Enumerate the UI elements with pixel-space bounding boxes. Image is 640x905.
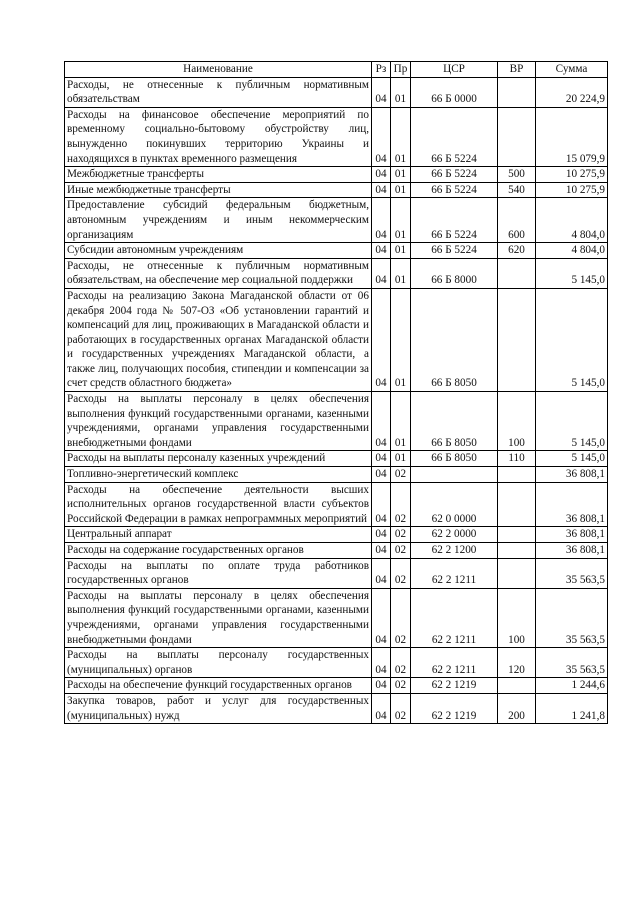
cell-sum: 5 145,0 (536, 451, 608, 467)
table-row (65, 648, 608, 678)
cell-sum: 15 079,9 (536, 107, 608, 166)
cell-csr: 66 Б 8000 (411, 258, 498, 288)
cell-pr: 02 (391, 467, 411, 483)
cell-csr: 66 Б 5224 (411, 198, 498, 243)
header-pr: Пр (391, 62, 411, 78)
cell-pr: 02 (391, 527, 411, 543)
table-row (65, 243, 608, 259)
cell-name: Закупка товаров, работ и услуг для государственных (муниципальных) нужд (65, 693, 372, 723)
table-row (65, 558, 608, 588)
cell-sum: 36 808,1 (536, 527, 608, 543)
cell-csr: 66 Б 8050 (411, 288, 498, 391)
cell-pr: 01 (391, 288, 411, 391)
cell-rz: 04 (372, 182, 391, 198)
cell-vr: 500 (498, 167, 536, 183)
table-row (65, 693, 608, 723)
cell-csr: 66 Б 0000 (411, 77, 498, 107)
cell-vr: 110 (498, 451, 536, 467)
cell-name: Расходы на выплаты персоналу государственных (муниципальных) органов (65, 648, 372, 678)
cell-sum: 10 275,9 (536, 167, 608, 183)
cell-vr (498, 558, 536, 588)
cell-vr: 600 (498, 198, 536, 243)
cell-vr: 120 (498, 648, 536, 678)
cell-csr: 66 Б 5224 (411, 182, 498, 198)
cell-rz: 04 (372, 198, 391, 243)
header-csr: ЦСР (411, 62, 498, 78)
cell-csr: 66 Б 8050 (411, 451, 498, 467)
cell-pr: 01 (391, 182, 411, 198)
cell-pr: 01 (391, 451, 411, 467)
cell-rz: 04 (372, 167, 391, 183)
cell-csr: 62 2 1211 (411, 558, 498, 588)
cell-sum: 35 563,5 (536, 558, 608, 588)
table-row (65, 167, 608, 183)
cell-pr: 02 (391, 482, 411, 527)
cell-pr: 01 (391, 77, 411, 107)
cell-sum: 36 808,1 (536, 467, 608, 483)
cell-vr: 100 (498, 588, 536, 647)
table-row (65, 258, 608, 288)
cell-pr: 01 (391, 392, 411, 451)
cell-pr: 02 (391, 558, 411, 588)
cell-vr (498, 288, 536, 391)
cell-csr: 66 Б 5224 (411, 243, 498, 259)
cell-rz: 04 (372, 588, 391, 647)
cell-pr: 02 (391, 648, 411, 678)
cell-sum: 5 145,0 (536, 258, 608, 288)
cell-sum: 4 804,0 (536, 243, 608, 259)
cell-vr: 200 (498, 693, 536, 723)
cell-pr: 02 (391, 588, 411, 647)
cell-vr: 540 (498, 182, 536, 198)
cell-vr (498, 107, 536, 166)
cell-sum: 35 563,5 (536, 588, 608, 647)
table-row (65, 77, 608, 107)
cell-pr: 01 (391, 198, 411, 243)
cell-vr (498, 467, 536, 483)
cell-rz: 04 (372, 543, 391, 559)
cell-sum: 1 241,8 (536, 693, 608, 723)
cell-pr: 02 (391, 543, 411, 559)
table-row (65, 392, 608, 451)
header-sum: Сумма (536, 62, 608, 78)
cell-rz: 04 (372, 392, 391, 451)
cell-sum: 4 804,0 (536, 198, 608, 243)
cell-vr (498, 77, 536, 107)
cell-csr: 66 Б 8050 (411, 392, 498, 451)
table-row (65, 527, 608, 543)
table-body (65, 77, 608, 724)
cell-vr (498, 543, 536, 559)
table-header-row (65, 62, 608, 78)
table-row (65, 107, 608, 166)
cell-name: Расходы на содержание государственных органов (65, 543, 372, 559)
cell-name: Расходы на обеспечение функций государственных органов (65, 678, 372, 694)
cell-sum: 36 808,1 (536, 482, 608, 527)
cell-name: Расходы на обеспечение деятельности высших исполнительных органов государственной власти субъектов Российской Федерации в рамках непрограммных мероприятий (65, 482, 372, 527)
table-row (65, 467, 608, 483)
table-row (65, 678, 608, 694)
cell-rz: 04 (372, 467, 391, 483)
cell-name: Расходы на выплаты по оплате труда работников государственных органов (65, 558, 372, 588)
cell-name: Расходы на выплаты персоналу в целях обеспечения выполнения функций государственными органами, казенными учреждениями, органами управления государственными внебюджетными фондами (65, 588, 372, 647)
cell-pr: 01 (391, 258, 411, 288)
cell-vr (498, 258, 536, 288)
cell-vr (498, 482, 536, 527)
cell-csr: 62 2 0000 (411, 527, 498, 543)
cell-rz: 04 (372, 678, 391, 694)
cell-name: Расходы на финансовое обеспечение мероприятий по временному социально-бытовому обустройству лиц, вынужденно покинувших территорию Украины и находящихся в пунктах временного размещения (65, 107, 372, 166)
cell-pr: 02 (391, 678, 411, 694)
cell-name: Расходы, не отнесенные к публичным нормативным обязательствам (65, 77, 372, 107)
cell-vr: 620 (498, 243, 536, 259)
cell-name: Топливно-энергетический комплекс (65, 467, 372, 483)
cell-vr (498, 527, 536, 543)
cell-name: Расходы на реализацию Закона Магаданской области от 06 декабря 2004 года № 507-ОЗ «Об установлении гарантий и компенсаций для лиц, проживающих в Магаданской области и работающих в государственных органах Магаданской области и государственных учреждениях Магаданской области, а также лиц, получающих пособия, стипендии и компенсации за счет средств областного бюджета» (65, 288, 372, 391)
cell-name: Иные межбюджетные трансферты (65, 182, 372, 198)
cell-csr: 62 0 0000 (411, 482, 498, 527)
cell-name: Расходы, не отнесенные к публичным нормативным обязательствам, на обеспечение мер социальной поддержки (65, 258, 372, 288)
cell-rz: 04 (372, 482, 391, 527)
cell-csr: 62 2 1211 (411, 648, 498, 678)
cell-vr: 100 (498, 392, 536, 451)
cell-name: Расходы на выплаты персоналу в целях обеспечения выполнения функций государственными органами, казенными учреждениями, органами управления государственными внебюджетными фондами (65, 392, 372, 451)
cell-name: Предоставление субсидий федеральным бюджетным, автономным учреждениям и иным некоммерческим организациям (65, 198, 372, 243)
cell-sum: 35 563,5 (536, 648, 608, 678)
cell-name: Расходы на выплаты персоналу казенных учреждений (65, 451, 372, 467)
header-vr: ВР (498, 62, 536, 78)
table-row (65, 451, 608, 467)
cell-csr: 62 2 1211 (411, 588, 498, 647)
cell-sum: 5 145,0 (536, 392, 608, 451)
cell-rz: 04 (372, 558, 391, 588)
cell-rz: 04 (372, 527, 391, 543)
table-row (65, 588, 608, 647)
table-row (65, 182, 608, 198)
cell-csr: 66 Б 5224 (411, 167, 498, 183)
cell-csr: 66 Б 5224 (411, 107, 498, 166)
table-row (65, 543, 608, 559)
cell-rz: 04 (372, 258, 391, 288)
cell-sum: 1 244,6 (536, 678, 608, 694)
cell-csr: 62 2 1200 (411, 543, 498, 559)
cell-pr: 01 (391, 167, 411, 183)
cell-pr: 02 (391, 693, 411, 723)
cell-rz: 04 (372, 451, 391, 467)
cell-rz: 04 (372, 693, 391, 723)
cell-sum: 10 275,9 (536, 182, 608, 198)
cell-rz: 04 (372, 648, 391, 678)
cell-name: Субсидии автономным учреждениям (65, 243, 372, 259)
cell-rz: 04 (372, 288, 391, 391)
cell-pr: 01 (391, 107, 411, 166)
cell-rz: 04 (372, 107, 391, 166)
cell-rz: 04 (372, 243, 391, 259)
cell-name: Центральный аппарат (65, 527, 372, 543)
cell-sum: 5 145,0 (536, 288, 608, 391)
cell-name: Межбюджетные трансферты (65, 167, 372, 183)
cell-rz: 04 (372, 77, 391, 107)
cell-sum: 36 808,1 (536, 543, 608, 559)
table-row (65, 482, 608, 527)
header-name: Наименование (65, 62, 372, 78)
document-page (64, 61, 607, 724)
cell-sum: 20 224,9 (536, 77, 608, 107)
header-rz: Рз (372, 62, 391, 78)
cell-csr: 62 2 1219 (411, 693, 498, 723)
budget-table (64, 61, 608, 724)
table-row (65, 198, 608, 243)
table-row (65, 288, 608, 391)
cell-vr (498, 678, 536, 694)
cell-csr (411, 467, 498, 483)
cell-pr: 01 (391, 243, 411, 259)
cell-csr: 62 2 1219 (411, 678, 498, 694)
